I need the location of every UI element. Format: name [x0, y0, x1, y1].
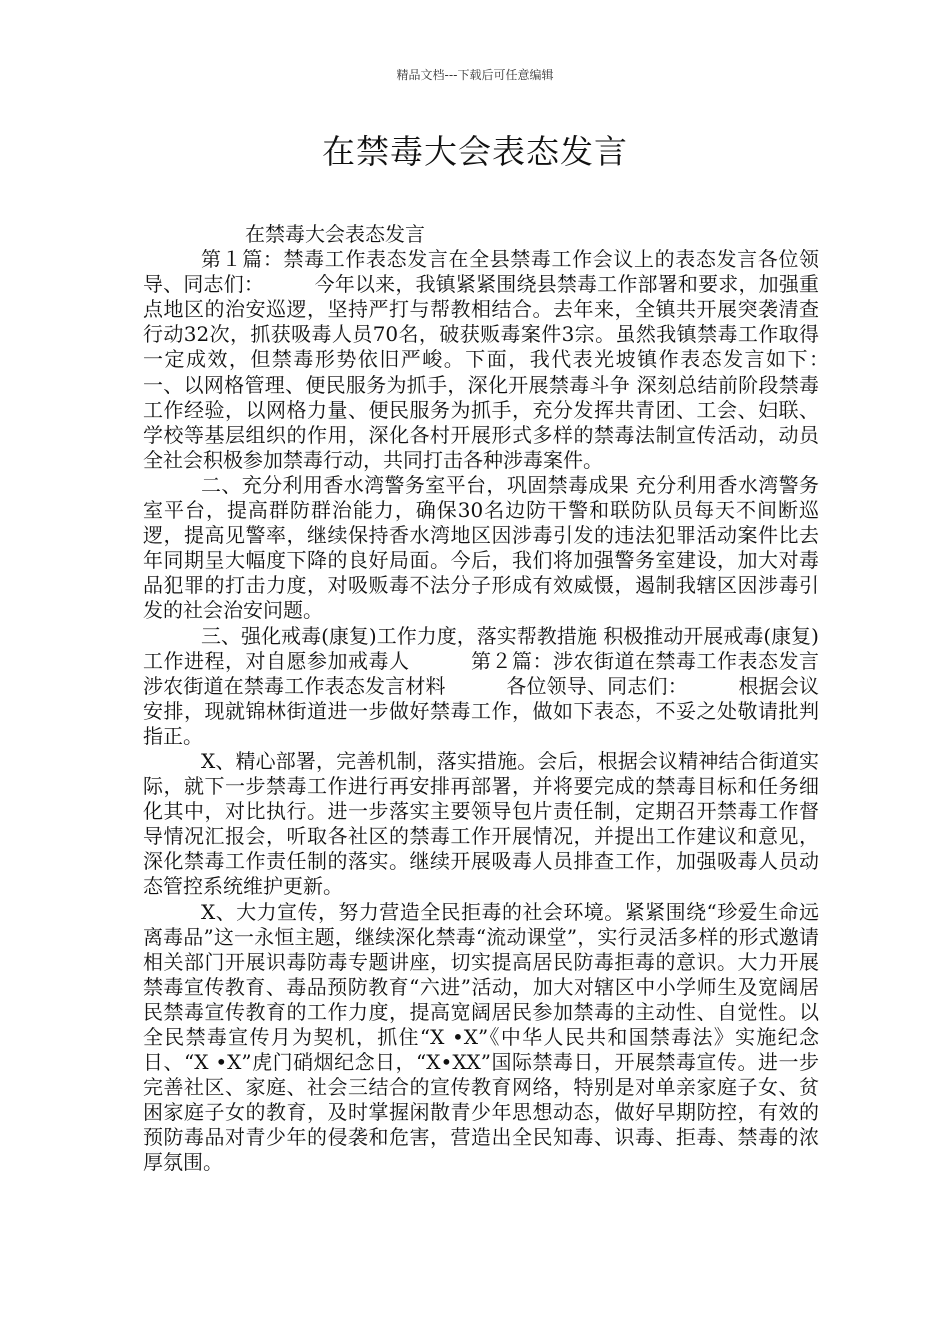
header-note: 精品文档---下载后可任意编辑 [396, 68, 554, 82]
paragraph-5: X、大力宣传，努力营造全民拒毒的社会环境。紧紧围绕“珍爱生命远离毒品”这一永恒主题，继续深化禁毒“流动课堂”，实行灵活多样的形式邀请相关部门开展识毒防毒专题讲座，切实提高居民防毒拒毒的意识。大力开展禁毒宣传教育、毒品预防教育“六进”活动，加大对辖区中小学师生及宽阔居民禁毒宣传教育的工作力度，提高宽阔居民参加禁毒的主动性、自觉性。以全民禁毒宣传月为契机，抓住“X •X”《中华人民共和国禁毒法》实施纪念日、“X •X”虎门硝烟纪念日，“X•XX”国际禁毒日，开展禁毒宣传。进一步完善社区、家庭、社会三结合的宣传教育网络，特别是对单亲家庭子女、贫困家庭子女的教育，及时掌握闲散青少年思想动态，做好早期防控，有效的预防毒品对青少年的侵袭和危害，营造出全民知毒、识毒、拒毒、禁毒的浓厚氛围。 [143, 899, 819, 1175]
document-title: 在禁毒大会表态发言 [322, 132, 628, 171]
paragraph-2: 二、充分利用香水湾警务室平台，巩固禁毒成果 充分利用香水湾警务室平台，提高群防群治能力，确保30名边防干警和联防队员每天不间断巡逻，提高见警率，继续保持香水湾地区因涉毒引发的违法犯罪活动案件比去年同期呈大幅度下降的良好局面。今后，我们将加强警务室建设，加大对毒品犯罪的打击力度，对吸贩毒不法分子形成有效威慑，遏制我辖区因涉毒引发的社会治安问题。 [143, 472, 819, 623]
document-subtitle: 在禁毒大会表态发言 [245, 222, 425, 246]
document-body [143, 222, 879, 1176]
paragraph-3: 三、强化戒毒(康复)工作力度，落实帮教措施 积极推动开展戒毒(康复)工作进程，对自愿参加戒毒人 第２篇：涉农街道在禁毒工作表态发言涉农街道在禁毒工作表态发言材料 各位领导、同志们： 根据会议安排，现就锦林街道进一步做好禁毒工作，做如下表态，不妥之处敬请批判指正。 [143, 623, 819, 748]
paragraph-4: X、精心部署，完善机制，落实措施。会后，根据会议精神结合街道实际，就下一步禁毒工作进行再安排再部署，并将要完成的禁毒目标和任务细化其中，对比执行。进一步落实主要领导包片责任制，定期召开禁毒工作督导情况汇报会，听取各社区的禁毒工作开展情况，并提出工作建议和意见，深化禁毒工作责任制的落实。继续开展吸毒人员排查工作，加强吸毒人员动态管控系统维护更新。 [143, 748, 819, 899]
paragraph-1: 第１篇：禁毒工作表态发言在全县禁毒工作会议上的表态发言各位领导、同志们： 今年以来，我镇紧紧围绕县禁毒工作部署和要求，加强重点地区的治安巡逻，坚持严打与帮教相结合。去年来，全镇共开展突袭清查行动32次，抓获吸毒人员70名，破获贩毒案件3宗。虽然我镇禁毒工作取得一定成效，但禁毒形势依旧严峻。下面，我代表光坡镇作表态发言如下： 一、以网格管理、便民服务为抓手，深化开展禁毒斗争 深刻总结前阶段禁毒工作经验，以网格力量、便民服务为抓手，充分发挥共青团、工会、妇联、学校等基层组织的作用，深化各村开展形式多样的禁毒法制宣传活动，动员全社会积极参加禁毒行动，共同打击各种涉毒案件。 [143, 247, 879, 472]
